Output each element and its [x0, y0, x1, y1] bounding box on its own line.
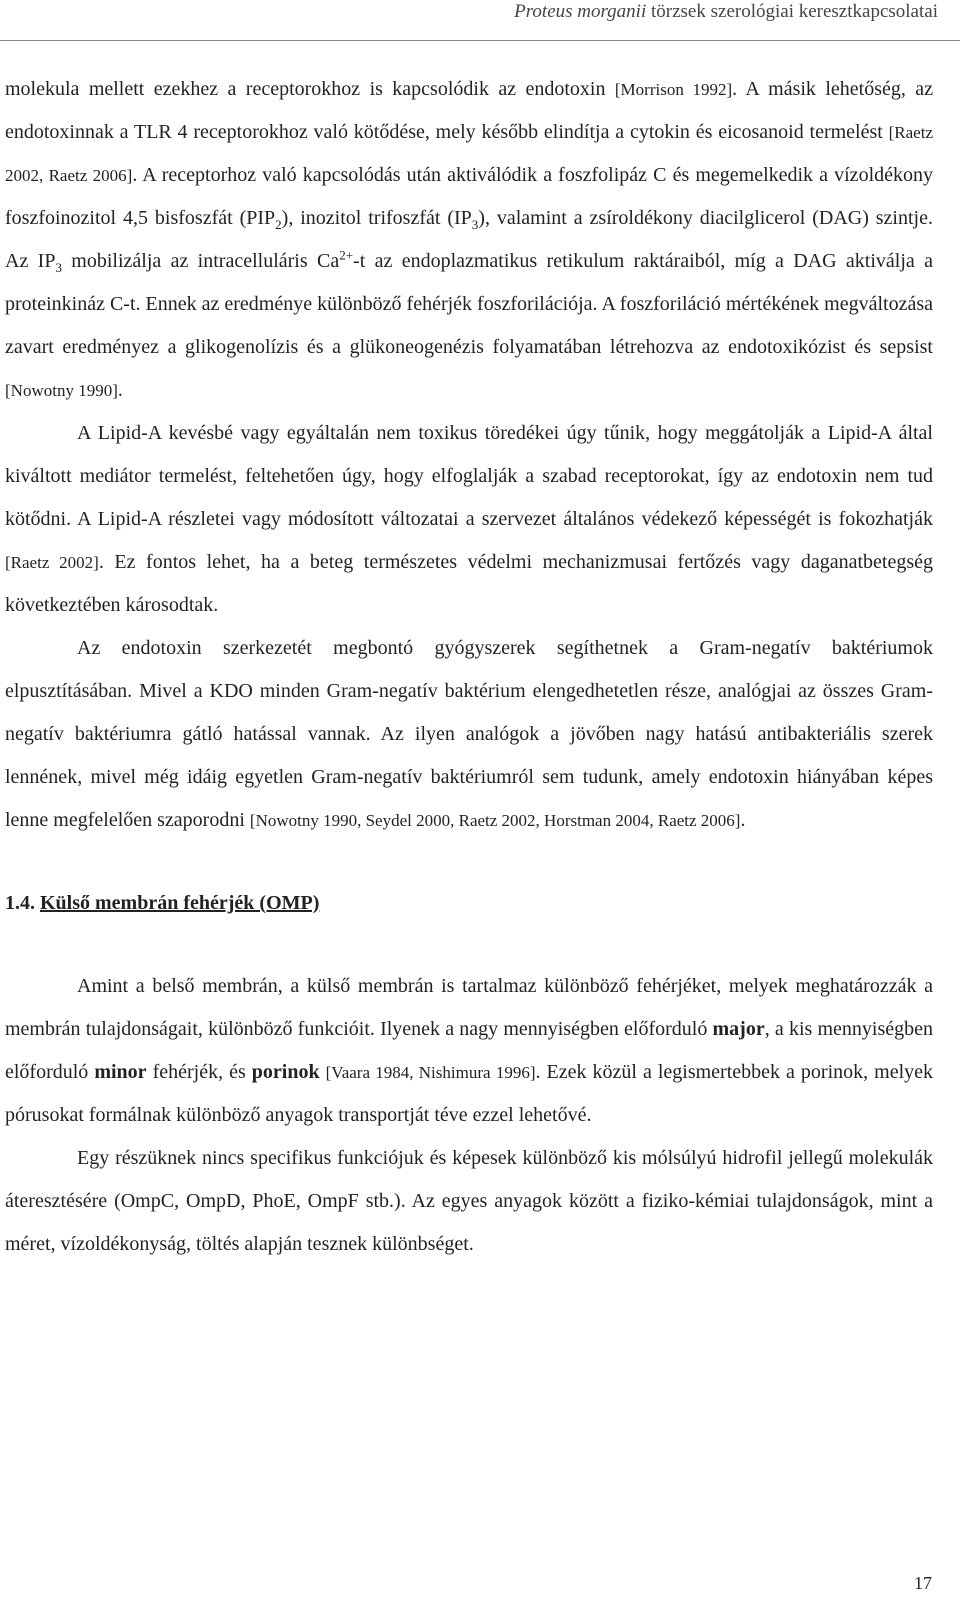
citation: [Nowotny 1990] — [5, 381, 118, 400]
text-run: , a kis mennyiségben előforduló — [5, 1018, 933, 1083]
text-run: molekula mellett ezekhez a receptorokhoz is kapcsolódik az endotoxin — [5, 78, 615, 100]
bold-term: major — [712, 1018, 765, 1040]
subscript: 2 — [275, 217, 282, 232]
section-title: Külső membrán fehérjék (OMP) — [40, 892, 320, 914]
bold-term: porinok — [251, 1061, 320, 1083]
subscript: 3 — [55, 260, 62, 275]
text-run: . Ez fontos lehet, ha a beteg természetes védelmi mechanizmusai fertőzés vagy daganatbetegség következtében károsodtak. — [5, 551, 934, 616]
text-run: ), inozitol trifoszfát (IP — [281, 207, 472, 229]
page-number: 17 — [914, 1573, 932, 1593]
header-title-italic: Proteus morganii — [514, 1, 647, 22]
page-body — [5, 68, 933, 1266]
text-run: . Ezek közül a legismertebbek a porinok, melyek pórusokat formálnak különböző anyagok transportját téve ezzel lehetővé. — [5, 1061, 934, 1126]
paragraph-porins — [5, 1137, 933, 1266]
text-run: fehérjék, és — [146, 1061, 252, 1083]
text-run: . — [740, 809, 746, 831]
superscript: 2+ — [339, 247, 354, 263]
text-run: -t az endoplazmatikus retikulum raktáraiból, míg a DAG aktiválja a proteinkináz C-t. Ennek az eredménye különböző fehérjék foszforilációja. A foszforiláció mértékének megváltozása zavart eredményez a glikogenolízis és a glükoneogenézis folyamatában létrehozva az endotoxikózist és sepsist — [5, 250, 933, 358]
bold-term: minor — [94, 1061, 147, 1083]
text-run: A Lipid-A kevésbé vagy egyáltalán nem toxikus töredékei úgy tűnik, hogy meggátolják a Lipid-A által kiváltott mediátor termelést, feltehetően úgy, hogy elfoglalják a szabad receptorokat, így az endotoxin nem tud kötődni. A Lipid-A részletei vagy módosított változatai a szervezet általános védekező képességét is fokozhatják — [5, 422, 933, 530]
text-run: ), valamint a zsíroldékony diacilglicerol (DAG) szintje. Az IP — [5, 207, 933, 272]
paragraph-lipid-a — [5, 412, 933, 627]
section-number: 1.4. — [5, 892, 35, 914]
section-heading — [5, 882, 933, 925]
citation: [Nowotny 1990, Seydel 2000, Raetz 2002, Horstman 2004, Raetz 2006] — [249, 811, 741, 830]
citation: [Raetz 2002] — [5, 553, 99, 572]
running-header — [38, 0, 938, 24]
subscript: 3 — [471, 217, 479, 232]
text-run: . — [117, 379, 123, 401]
text-run: mobilizálja az intracelluláris Ca — [61, 250, 340, 272]
citation: [Raetz 2002, Raetz 2006] — [5, 123, 933, 185]
citation: [Vaara 1984, Nishimura 1996] — [325, 1063, 536, 1082]
paragraph-endotoxin-receptors — [5, 68, 933, 412]
citation: [Morrison 1992] — [614, 80, 733, 99]
text-run: . A másik lehetőség, az endotoxinnak a TLR 4 receptorokhoz való kötődése, mely később elindítja a cytokin és eicosanoid termelést — [5, 78, 934, 143]
header-title-rest: törzsek szerológiai keresztkapcsolatai — [646, 1, 938, 22]
text-run: Egy részüknek nincs specifikus funkciójuk és képesek különböző kis mólsúlyú hidrofil jellegű molekulák áteresztésére (OmpC, OmpD, PhoE, OmpF stb.). Az egyes anyagok között a fiziko-kémiai tulajdonságok, mint a méret, vízoldékonyság, töltés alapján tesznek különbséget. — [5, 1147, 933, 1255]
text-run: Az endotoxin szerkezetét megbontó gyógyszerek segíthetnek a Gram-negatív baktériumok elpusztításában. Mivel a KDO minden Gram-negatív baktérium elengedhetetlen része, analógjai az összes Gram-negatív baktériumra gátló hatással vannak. Az ilyen analógok a jövőben nagy hatású antibakteriális szerek lennének, mivel még idáig egyetlen Gram-negatív baktériumról sem tudunk, amely endotoxin hiányában képes lenne megfelelően szaporodni — [5, 637, 933, 831]
paragraph-omp-intro — [5, 965, 933, 1137]
paragraph-kdo-analogs — [5, 627, 933, 842]
text-run: Amint a belső membrán, a külső membrán is tartalmaz különböző fehérjéket, melyek meghatározzák a membrán tulajdonságait, különböző funkcióit. Ilyenek a nagy mennyiségben előforduló — [5, 975, 933, 1040]
header-rule — [0, 40, 960, 41]
text-run: . A receptorhoz való kapcsolódás után aktiválódik a foszfolipáz C és megemelkedik a vízoldékony foszfoinozitol 4,5 bisfoszfát (PIP — [5, 164, 933, 229]
spacer — [5, 925, 933, 965]
